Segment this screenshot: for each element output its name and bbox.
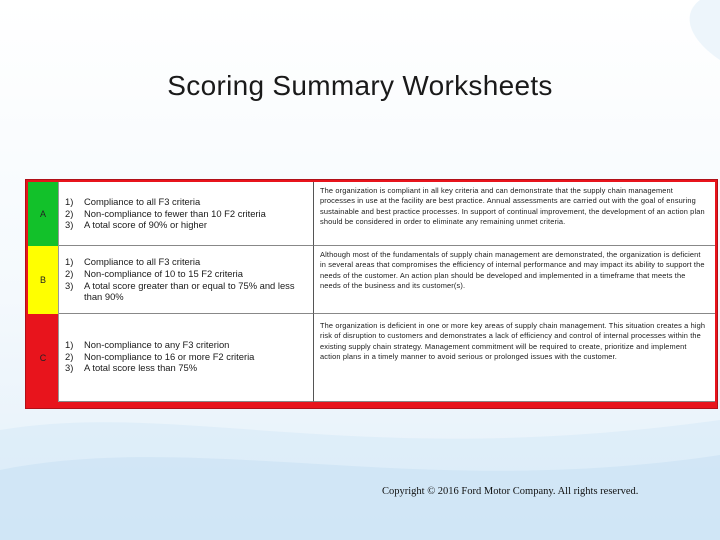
criteria-item: 3) A total score of 90% or higher (65, 219, 207, 231)
table-row-grade-c (28, 314, 715, 402)
criteria-item: 2) Non-compliance of 10 to 15 F2 criteria (65, 267, 243, 279)
page-title: Scoring Summary Worksheets (167, 70, 553, 101)
scoring-table-frame (25, 179, 718, 409)
table-row-grade-a (28, 182, 715, 246)
description-cell-c: The organization is deficient in one or more key areas of supply chain management. This situation creates a high risk of disruption to customers and demonstrates a lack of efficiency and control of internal processes within the existing supply chain strategy. Management commitment will be required to create, prioritize and implement action plans in a timely manner to avoid serious or prolonged issues with the customer. (314, 314, 715, 402)
criteria-item: 3) A total score greater than or equal to 75% and less than 90% (65, 279, 295, 303)
criteria-list-a (65, 196, 266, 231)
grade-cell-c: C (28, 314, 59, 402)
criteria-item: 1) Compliance to all F3 criteria (65, 196, 201, 208)
copyright-notice: Copyright © 2016 Ford Motor Company. All rights reserved. (382, 486, 639, 497)
scoring-table (28, 182, 715, 406)
criteria-cell-c (59, 314, 314, 402)
description-cell-b: Although most of the fundamentals of supply chain management are demonstrated, the organization is deficient in several areas that compromises the efficiency of internal performance and may impact its ability to support the needs of the customer. An action plan should be developed and implemented in a timeframe that meets the needs of the business and its customer(s). (314, 246, 715, 314)
criteria-item: 2) Non-compliance to 16 or more F2 criteria (65, 350, 255, 362)
criteria-item: 1) Non-compliance to any F3 criterion (65, 339, 230, 350)
grade-cell-b: B (28, 246, 59, 314)
criteria-list-b (65, 256, 313, 302)
criteria-cell-b (59, 246, 314, 314)
description-cell-a: The organization is compliant in all key criteria and can demonstrate that the supply chain management processes in use at the facility are best practice. Annual assessments are carried out with the goal of ensuring sustainable and best practice processes. In support of continual improvement, the development of an action plan should be considered in order to eliminate any remaining unmet criteria. (314, 182, 715, 246)
criteria-item: 2) Non-compliance to fewer than 10 F2 criteria (65, 207, 266, 219)
criteria-list-c (65, 339, 254, 374)
table-row-grade-b (28, 246, 715, 314)
criteria-item: 1) Compliance to all F3 criteria (65, 256, 201, 268)
criteria-cell-a (59, 182, 314, 246)
criteria-item: 3) A total score less than 75% (65, 362, 198, 374)
grade-cell-a: A (28, 182, 59, 246)
